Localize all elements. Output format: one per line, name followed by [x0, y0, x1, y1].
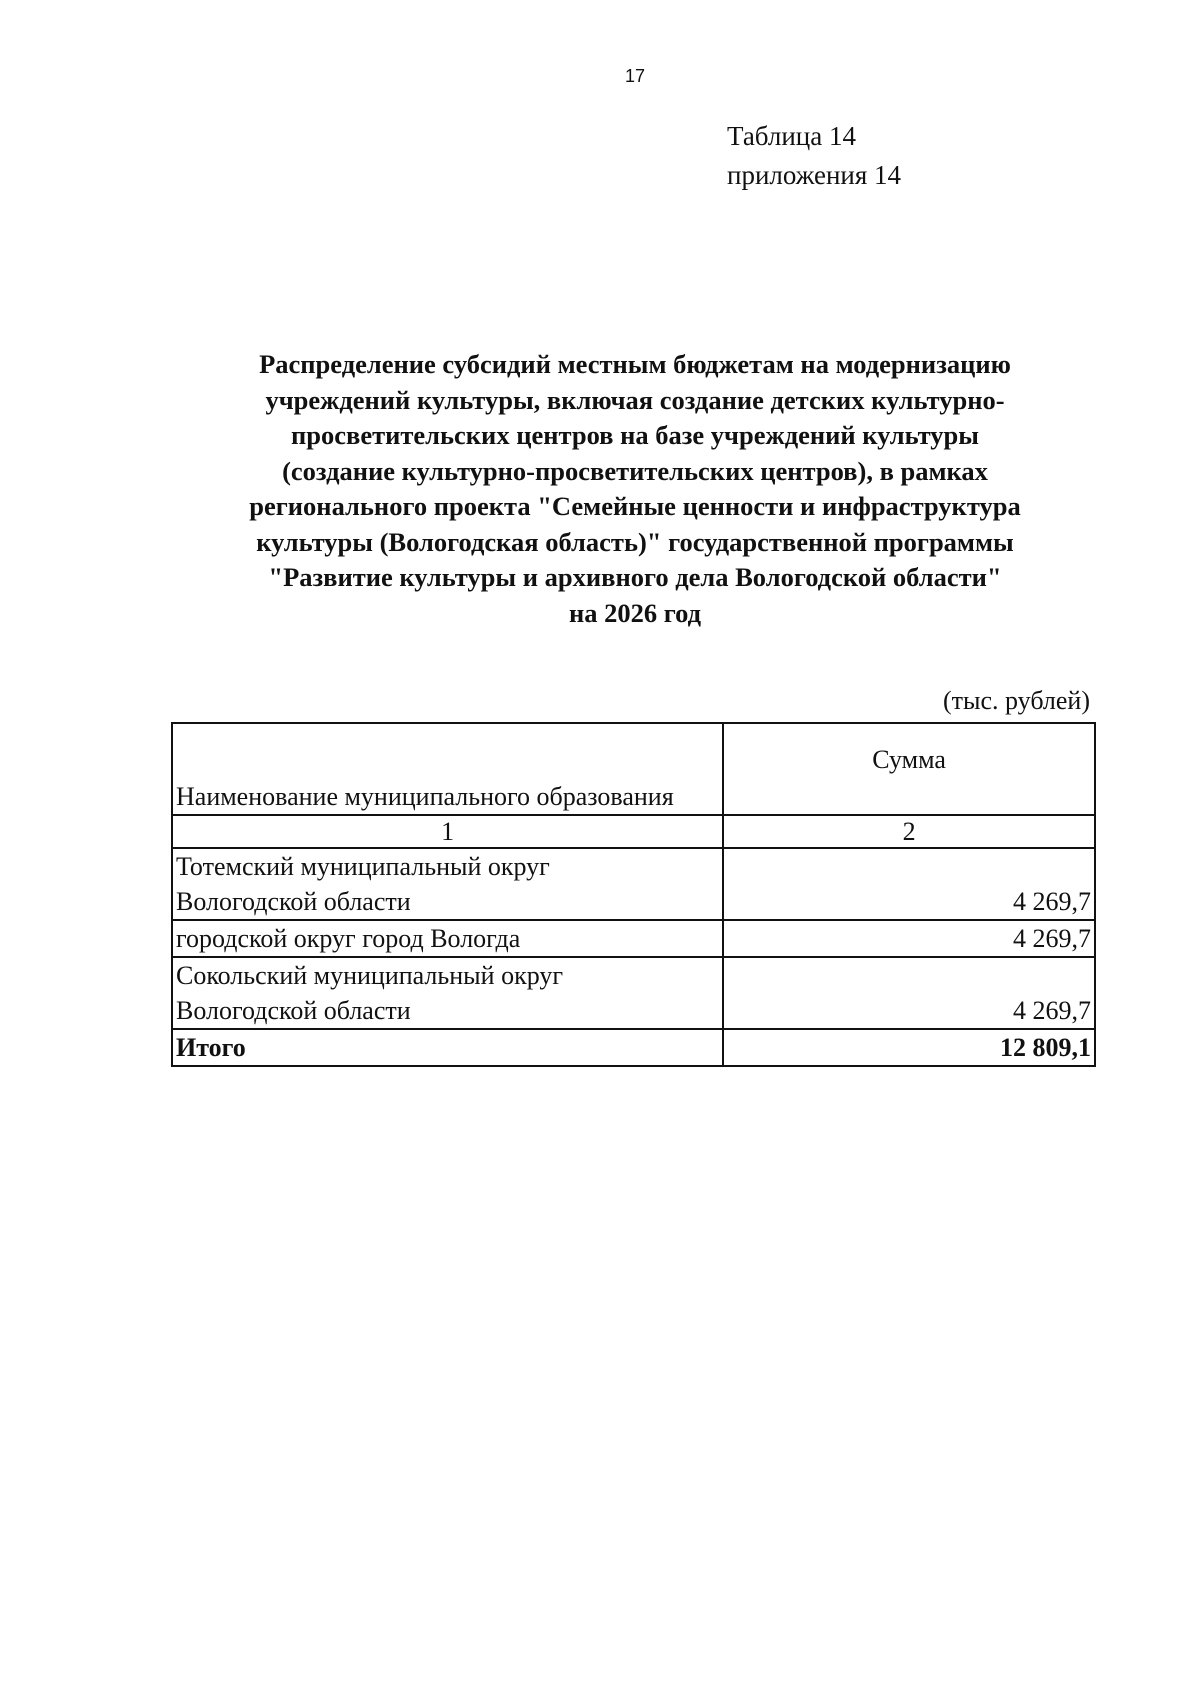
- title-line: (создание культурно-просветительских центров), в рамках: [282, 455, 988, 486]
- table-ref-line-2: приложения 14: [727, 160, 902, 190]
- row-name: [172, 848, 723, 920]
- row-name-line: Вологодской области: [176, 887, 411, 916]
- title-line: на 2026 год: [568, 597, 702, 628]
- table-row: [172, 957, 1095, 1029]
- table-ref-line-1: Таблица 14: [727, 121, 856, 151]
- row-sum: 4 269,7: [723, 848, 1095, 920]
- title-line: просветительских центров на базе учреждений культуры: [290, 420, 979, 450]
- row-name-line: Сокольский муниципальный округ: [176, 961, 564, 990]
- row-name: [172, 957, 723, 1029]
- total-row: [172, 1029, 1095, 1066]
- column-number-1: 1: [172, 815, 723, 848]
- page-number: 17: [624, 66, 646, 86]
- row-name: [172, 920, 723, 957]
- table-row: [172, 848, 1095, 920]
- title-line: Распределение субсидий местным бюджетам на модернизацию: [259, 349, 1011, 379]
- document-title: [200, 347, 1070, 631]
- units-label: (тыс. рублей): [942, 686, 1090, 715]
- subsidy-table: [171, 722, 1096, 1067]
- title-line: "Развитие культуры и архивного дела Вологодской области": [268, 562, 1002, 592]
- row-sum: 4 269,7: [723, 957, 1095, 1029]
- header-sum: Сумма: [723, 723, 1095, 815]
- title-line: культуры (Вологодская область)" государственной программы: [256, 526, 1014, 557]
- title-line: регионального проекта "Семейные ценности и инфраструктура: [249, 491, 1021, 521]
- row-name-line: Вологодской области: [176, 996, 411, 1025]
- row-sum: 4 269,7: [723, 920, 1095, 957]
- column-number-row: [172, 815, 1095, 848]
- column-number-2: 2: [723, 815, 1095, 848]
- total-label: Итого: [172, 1029, 723, 1066]
- table-reference: [727, 117, 901, 195]
- total-sum: 12 809,1: [723, 1029, 1095, 1066]
- row-name-line: городской округ город Вологда: [176, 924, 521, 953]
- table-header-row: [172, 723, 1095, 815]
- title-line: учреждений культуры, включая создание детских культурно-: [265, 384, 1005, 415]
- table-row: [172, 920, 1095, 957]
- header-name: Наименование муниципального образования: [172, 723, 723, 815]
- row-name-line: Тотемский муниципальный округ: [176, 852, 550, 881]
